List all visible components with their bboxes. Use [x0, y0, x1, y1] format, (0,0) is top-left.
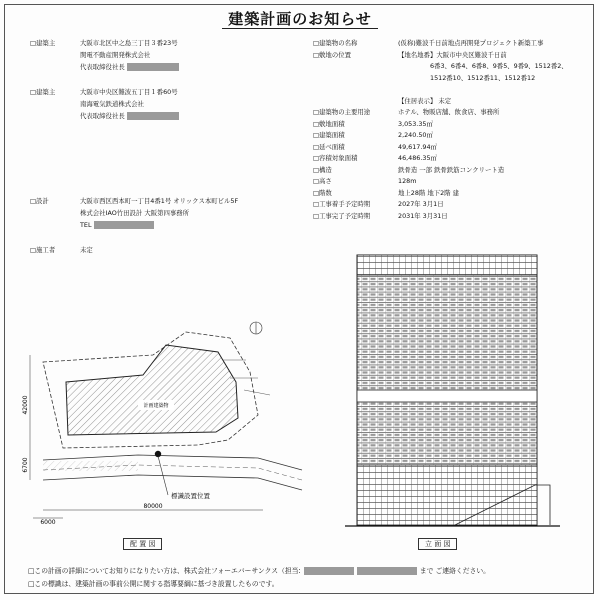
redacted-block — [94, 221, 154, 229]
right-item-value: 3,053.35㎡ — [398, 119, 433, 128]
builder-value: 未定 — [80, 246, 93, 254]
elevation-caption: 立 面 図 — [418, 538, 457, 550]
design-tel: TEL — [80, 220, 154, 231]
right-item-label: □構造 — [313, 165, 332, 174]
builder-label: □施工者 — [30, 246, 56, 254]
right-item-label: □敷地の位置 — [313, 50, 351, 59]
footer-line-2: □この標識は、建築計画の事前公開に関する指導要綱に基づき設置したものです。 — [28, 580, 279, 588]
right-item-label: □建築面積 — [313, 131, 345, 139]
page-title: 建築計画のお知らせ — [0, 8, 600, 29]
right-item-value: (仮称)難波千日前地点再開発プロジェクト新築工事 — [398, 39, 544, 47]
right-item-value: 【地名地番】大阪市中央区難波千日前 — [398, 50, 507, 59]
tower-crown — [357, 255, 537, 275]
redacted-block — [304, 567, 354, 575]
podium-levels — [357, 465, 537, 525]
design-label: □設計 — [30, 197, 49, 205]
right-item-label: □工事完了予定時期 — [313, 211, 371, 220]
owner1-company: 関電不動産開発株式会社 — [80, 51, 151, 59]
dim-horizontal-2: 6000 — [40, 519, 56, 525]
design-address: 大阪市西区西本町一丁目4番1号 オリックス本町ビル5F — [80, 197, 239, 205]
right-item-label: □建築物の名称 — [313, 39, 358, 47]
redacted-block — [357, 567, 417, 575]
right-item-label: □延べ面積 — [313, 142, 345, 151]
right-item-label: □敷地面積 — [313, 119, 345, 128]
right-item-label: □階数 — [313, 188, 332, 197]
owner2-company: 南海電気鉄道株式会社 — [80, 100, 144, 108]
right-item-label: □容積対象面積 — [313, 154, 358, 162]
owner2-rep: 代表取締役社長 — [80, 111, 179, 122]
right-item-value: 6番3、6番4、6番8、9番5、9番9、1512番2、 — [430, 62, 568, 70]
right-item-value: 128m — [398, 177, 417, 185]
elevation-drawing — [345, 250, 560, 535]
redacted-block — [127, 112, 179, 120]
right-item-value: 地上28階 地下2階 建 — [398, 188, 459, 197]
owner1-rep: 代表取締役社長 — [80, 62, 179, 73]
design-company: 株式会社IAO竹田設計 大阪第四事務所 — [80, 209, 190, 217]
right-item-value: ホテル、物販店舗、飲食店、事務所 — [398, 108, 500, 116]
right-item-value: 【住居表示】 未定 — [398, 96, 452, 105]
right-item-label: □高さ — [313, 177, 332, 185]
right-item-value: 49,617.94㎡ — [398, 142, 437, 151]
road-edge — [43, 475, 302, 490]
dim-vertical-2: 6700 — [22, 457, 29, 473]
dim-horizontal-1: 80000 — [143, 503, 163, 510]
right-item-value: 1512番10、1512番11、1512番12 — [430, 73, 536, 82]
owner2-label: □建築主 — [30, 88, 56, 96]
owner2-address: 大阪市中央区難波五丁目１番60号 — [80, 88, 178, 96]
owner1-label: □建築主 — [30, 39, 56, 47]
redacted-block — [127, 63, 179, 71]
right-item-value: 46,486.35㎡ — [398, 154, 437, 162]
owner1-address: 大阪市北区中之島三丁目３番23号 — [80, 39, 178, 47]
site-plan-caption: 配 置 図 — [123, 538, 162, 550]
right-item-value: 2,240.50㎡ — [398, 131, 433, 139]
dim-vertical-1: 42000 — [22, 395, 29, 415]
right-item-label: □建築物の主要用途 — [313, 108, 371, 116]
road-hatch — [43, 461, 138, 471]
footer-line-1: □この計画の詳細についてお知りになりたい方は、株式会社フォーエバーサンクス（担当: まで ご連絡ください。 — [28, 567, 490, 575]
mid-band — [357, 390, 537, 402]
building-label: 計画建築物 — [143, 403, 169, 409]
site-plan-drawing — [18, 320, 303, 525]
right-item-value: 2031年 3月31日 — [398, 211, 448, 220]
right-item-value: 鉄骨造 一部 鉄骨鉄筋コンクリート造 — [398, 165, 505, 174]
plan-line — [244, 390, 270, 395]
right-item-value: 2027年 3月1日 — [398, 200, 444, 208]
right-item-label: □工事着手予定時期 — [313, 200, 371, 208]
sign-location-label: 標識設置位置 — [171, 492, 210, 500]
